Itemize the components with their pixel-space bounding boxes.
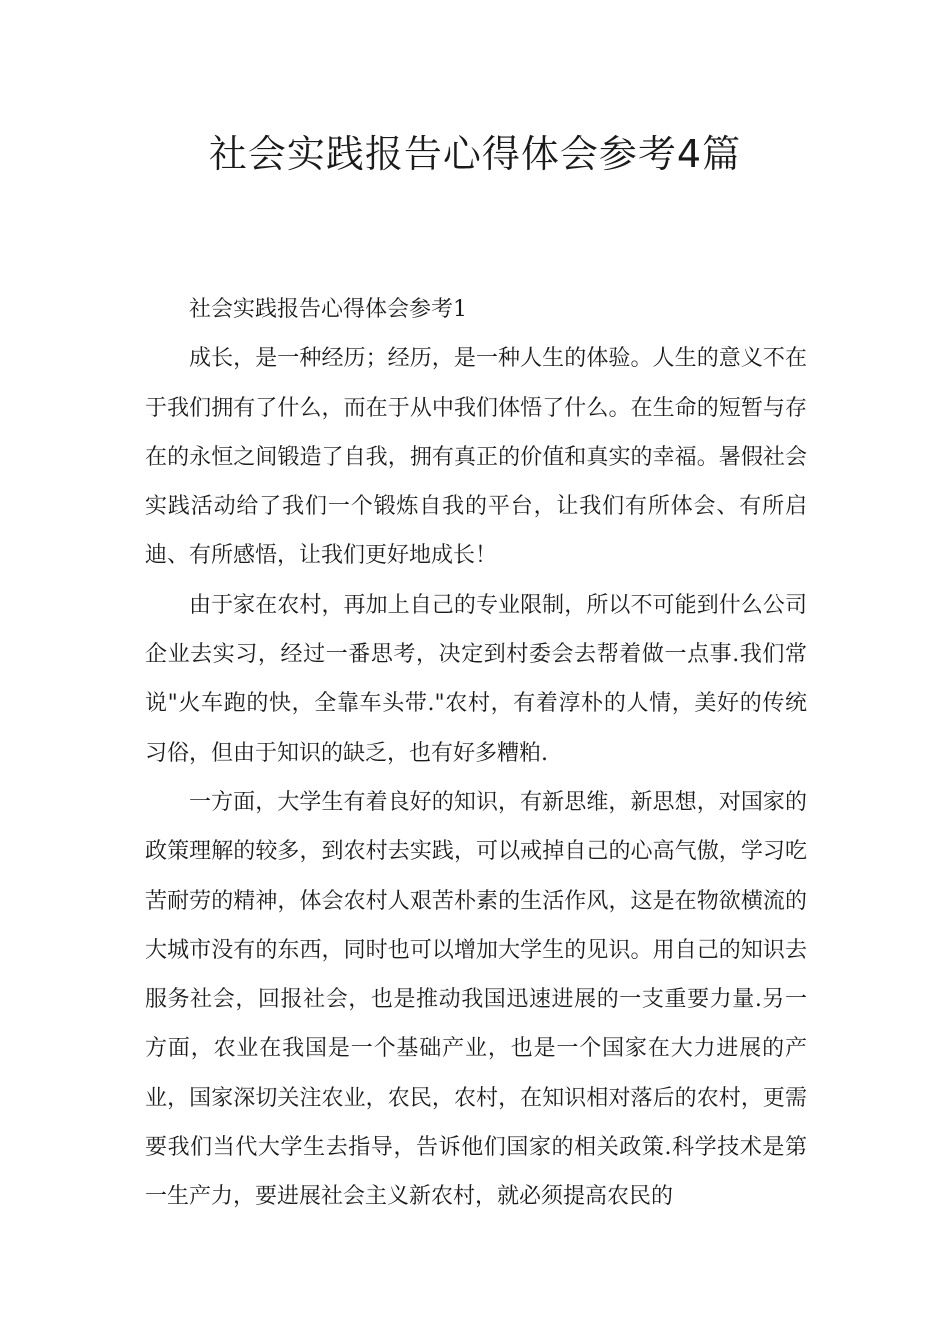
paragraph: 一方面，大学生有着良好的知识，有新思维，新思想，对国家的政策理解的较多，到农村去实践，可以戒掉自己的心高气傲，学习吃苦耐劳的精神，体会农村人艰苦朴素的生活作风，这是在物欲横流的大城市没有的东西，同时也可以增加大学生的见识。用自己的知识去服务社会，回报社会，也是推动我国迅速进展的一支重要力量.另一方面，农业在我国是一个基础产业，也是一个国家在大力进展的产业，国家深切关注农业，农民，农村，在知识相对落后的农村，更需要我们当代大学生去指导，告诉他们国家的相关政策.科学技术是第一生产力，要进展社会主义新农村，就必须提高农民的 bbox=[145, 789, 807, 1210]
document-title: 社会实践报告心得体会参考4篇 bbox=[208, 132, 742, 176]
section-heading: 社会实践报告心得体会参考1 bbox=[189, 297, 467, 322]
document-body bbox=[145, 285, 807, 1222]
paragraph: 由于家在农村，再加上自己的专业限制，所以不可能到什么公司企业去实习，经过一番思考，决定到村委会去帮着做一点事.我们常说"火车跑的快，全靠车头带."农村，有着淳朴的人情，美好的传统习俗，但由于知识的缺乏，也有好多糟粕. bbox=[145, 592, 807, 766]
paragraph: 成长，是一种经历；经历，是一种人生的体验。人生的意义不在于我们拥有了什么，而在于从中我们体悟了什么。在生命的短暂与存在的永恒之间锻造了自我，拥有真正的价值和真实的幸福。暑假社会实践活动给了我们一个锻炼自我的平台，让我们有所体会、有所启迪、有所感悟，让我们更好地成长！ bbox=[145, 346, 807, 569]
